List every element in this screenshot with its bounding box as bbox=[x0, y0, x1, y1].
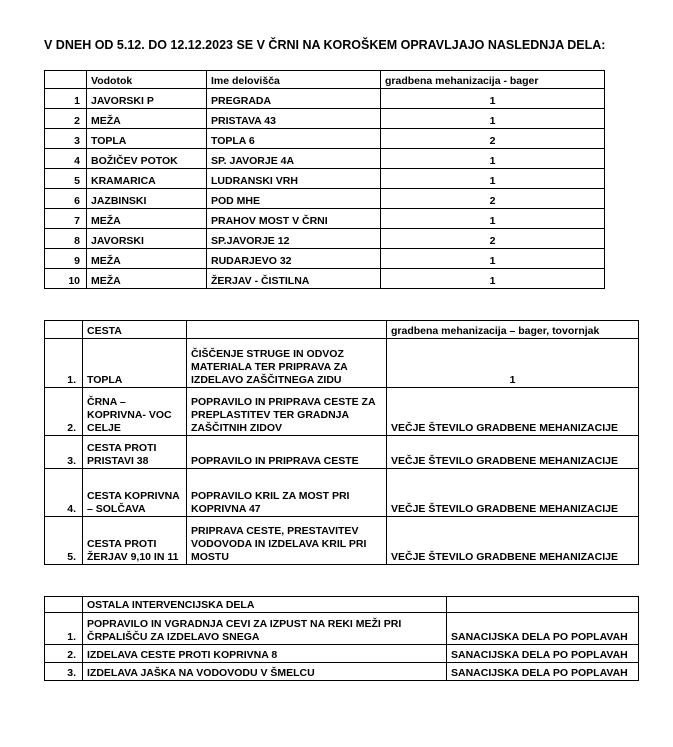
row-vodotok: MEŽA bbox=[87, 269, 207, 289]
row-ime: PRISTAVA 43 bbox=[207, 109, 381, 129]
row-mehanizacija: 1 bbox=[387, 339, 639, 388]
row-number: 1 bbox=[45, 89, 87, 109]
row-ime: RUDARJEVO 32 bbox=[207, 249, 381, 269]
row-ime: ŽERJAV - ČISTILNA bbox=[207, 269, 381, 289]
table-row bbox=[45, 613, 639, 645]
header-cell-opis bbox=[187, 321, 387, 339]
row-number: 2. bbox=[45, 645, 83, 663]
row-opis: ČIŠČENJE STRUGE IN ODVOZ MATERIALA TER PRIPRAVA ZA IZDELAVO ZAŠČITNEGA ZIDU bbox=[187, 339, 387, 388]
table-row bbox=[45, 436, 639, 469]
row-bager: 2 bbox=[381, 229, 605, 249]
row-delo: IZDELAVA CESTE PROTI KOPRIVNA 8 bbox=[83, 645, 447, 663]
row-cesta: CESTA PROTI PRISTAVI 38 bbox=[83, 436, 187, 469]
header-cell-num bbox=[45, 71, 87, 89]
row-ime: PREGRADA bbox=[207, 89, 381, 109]
row-vodotok: JAVORSKI bbox=[87, 229, 207, 249]
table-row bbox=[45, 517, 639, 565]
row-bager: 1 bbox=[381, 169, 605, 189]
header-cell-cesta: CESTA bbox=[83, 321, 187, 339]
row-number: 8 bbox=[45, 229, 87, 249]
row-delo: POPRAVILO IN VGRADNJA CEVI ZA IZPUST NA REKI MEŽI PRI ČRPALIŠČU ZA IZDELAVO SNEGA bbox=[83, 613, 447, 645]
table-row bbox=[45, 109, 605, 129]
header-cell-num bbox=[45, 597, 83, 613]
row-number: 5. bbox=[45, 517, 83, 565]
row-ime: LUDRANSKI VRH bbox=[207, 169, 381, 189]
table-row bbox=[45, 129, 605, 149]
row-number: 7 bbox=[45, 209, 87, 229]
row-cesta: CESTA KOPRIVNA – SOLČAVA bbox=[83, 469, 187, 517]
row-ime: SP.JAVORJE 12 bbox=[207, 229, 381, 249]
row-vodotok: MEŽA bbox=[87, 209, 207, 229]
row-ime: SP. JAVORJE 4A bbox=[207, 149, 381, 169]
row-number: 4 bbox=[45, 149, 87, 169]
row-opis: PRIPRAVA CESTE, PRESTAVITEV VODOVODA IN IZDELAVA KRIL PRI MOSTU bbox=[187, 517, 387, 565]
table-header-row bbox=[45, 71, 605, 89]
row-mehanizacija: VEČJE ŠTEVILO GRADBENE MEHANIZACIJE bbox=[387, 436, 639, 469]
row-bager: 1 bbox=[381, 249, 605, 269]
table-row bbox=[45, 89, 605, 109]
table-row bbox=[45, 469, 639, 517]
row-vodotok: JAVORSKI P bbox=[87, 89, 207, 109]
table-vodotoki bbox=[44, 70, 605, 289]
row-bager: 1 bbox=[381, 209, 605, 229]
table-header-row bbox=[45, 321, 639, 339]
row-opis: POPRAVILO KRIL ZA MOST PRI KOPRIVNA 47 bbox=[187, 469, 387, 517]
row-cesta: CESTA PROTI ŽERJAV 9,10 IN 11 bbox=[83, 517, 187, 565]
row-ime: POD MHE bbox=[207, 189, 381, 209]
row-vodotok: JAZBINSKI bbox=[87, 189, 207, 209]
table-row bbox=[45, 189, 605, 209]
table-row bbox=[45, 169, 605, 189]
row-mehanizacija: VEČJE ŠTEVILO GRADBENE MEHANIZACIJE bbox=[387, 388, 639, 436]
row-cesta: ČRNA – KOPRIVNA- VOC CELJE bbox=[83, 388, 187, 436]
row-opomba: SANACIJSKA DELA PO POPLAVAH bbox=[447, 613, 639, 645]
row-mehanizacija: VEČJE ŠTEVILO GRADBENE MEHANIZACIJE bbox=[387, 517, 639, 565]
row-number: 2. bbox=[45, 388, 83, 436]
row-number: 3. bbox=[45, 663, 83, 681]
table-intervencijska-dela bbox=[44, 596, 639, 681]
row-opis: POPRAVILO IN PRIPRAVA CESTE ZA PREPLASTITEV TER GRADNJA ZAŠČITNIH ZIDOV bbox=[187, 388, 387, 436]
table-row bbox=[45, 388, 639, 436]
table-row bbox=[45, 209, 605, 229]
row-vodotok: MEŽA bbox=[87, 109, 207, 129]
row-number: 6 bbox=[45, 189, 87, 209]
row-mehanizacija: VEČJE ŠTEVILO GRADBENE MEHANIZACIJE bbox=[387, 469, 639, 517]
header-cell-ime: Ime delovišča bbox=[207, 71, 381, 89]
table-row bbox=[45, 249, 605, 269]
row-vodotok: TOPLA bbox=[87, 129, 207, 149]
row-bager: 1 bbox=[381, 89, 605, 109]
table-row bbox=[45, 339, 639, 388]
table-row bbox=[45, 269, 605, 289]
row-number: 1. bbox=[45, 339, 83, 388]
row-ime: PRAHOV MOST V ČRNI bbox=[207, 209, 381, 229]
table-row bbox=[45, 645, 639, 663]
table-row bbox=[45, 229, 605, 249]
header-cell-vodotok: Vodotok bbox=[87, 71, 207, 89]
header-cell-num bbox=[45, 321, 83, 339]
row-delo: IZDELAVA JAŠKA NA VODOVODU V ŠMELCU bbox=[83, 663, 447, 681]
header-cell-bager: gradbena mehanizacija - bager bbox=[381, 71, 605, 89]
row-opis: POPRAVILO IN PRIPRAVA CESTE bbox=[187, 436, 387, 469]
row-opomba: SANACIJSKA DELA PO POPLAVAH bbox=[447, 663, 639, 681]
row-vodotok: BOŽIČEV POTOK bbox=[87, 149, 207, 169]
row-number: 1. bbox=[45, 613, 83, 645]
row-number: 3. bbox=[45, 436, 83, 469]
row-number: 10 bbox=[45, 269, 87, 289]
row-opomba: SANACIJSKA DELA PO POPLAVAH bbox=[447, 645, 639, 663]
row-bager: 2 bbox=[381, 189, 605, 209]
row-number: 2 bbox=[45, 109, 87, 129]
header-cell-delo: OSTALA INTERVENCIJSKA DELA bbox=[83, 597, 447, 613]
row-bager: 1 bbox=[381, 149, 605, 169]
table-row bbox=[45, 663, 639, 681]
row-number: 5 bbox=[45, 169, 87, 189]
row-cesta: TOPLA bbox=[83, 339, 187, 388]
row-bager: 1 bbox=[381, 109, 605, 129]
table-ceste bbox=[44, 320, 639, 565]
row-number: 9 bbox=[45, 249, 87, 269]
row-number: 4. bbox=[45, 469, 83, 517]
table-header-row bbox=[45, 597, 639, 613]
row-number: 3 bbox=[45, 129, 87, 149]
header-cell-opomba bbox=[447, 597, 639, 613]
row-vodotok: KRAMARICA bbox=[87, 169, 207, 189]
row-ime: TOPLA 6 bbox=[207, 129, 381, 149]
row-bager: 1 bbox=[381, 269, 605, 289]
table-row bbox=[45, 149, 605, 169]
header-cell-mehanizacija: gradbena mehanizacija – bager, tovornjak bbox=[387, 321, 639, 339]
page-title: V DNEH OD 5.12. DO 12.12.2023 SE V ČRNI NA KOROŠKEM OPRAVLJAJO NASLEDNJA DELA: bbox=[44, 38, 606, 52]
row-vodotok: MEŽA bbox=[87, 249, 207, 269]
row-bager: 2 bbox=[381, 129, 605, 149]
